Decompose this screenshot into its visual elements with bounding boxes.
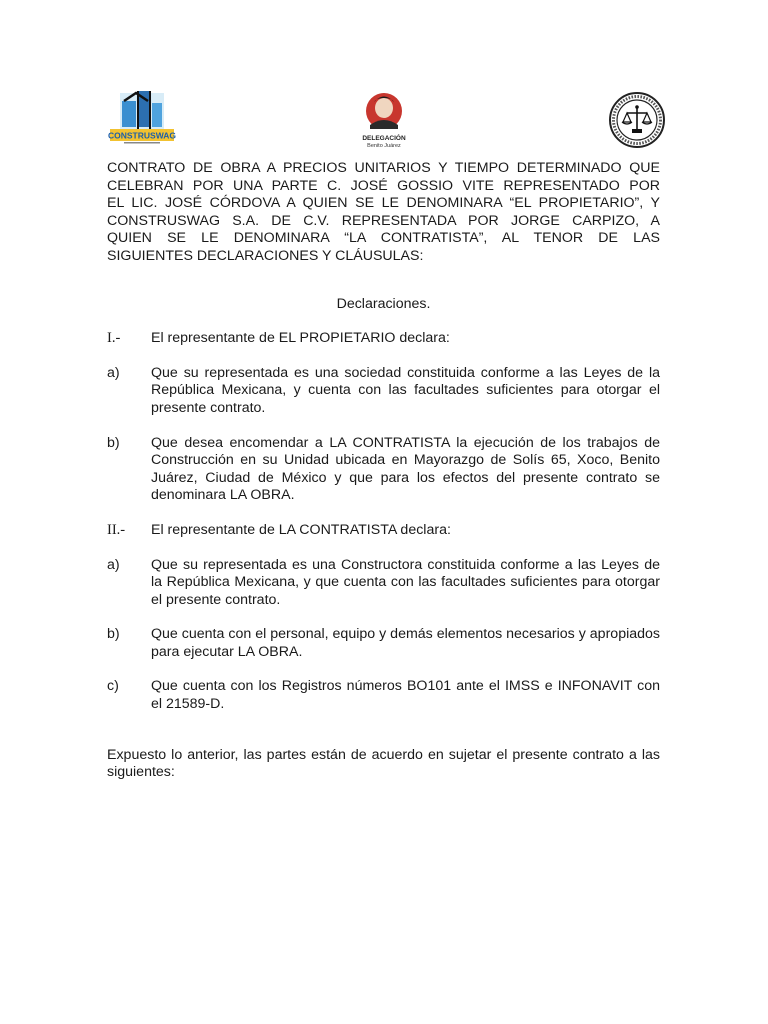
declaration-item: [107, 626, 660, 661]
declaration-item: [107, 678, 660, 713]
intro-line: CELEBRAN POR UNA PARTE C. JOSÉ GOSSIO VITE REPRESENTADO POR: [107, 177, 660, 194]
intro-line: EL LIC. JOSÉ CÓRDOVA A QUIEN SE LE DENOMINARA “EL PROPIETARIO”, Y: [107, 195, 660, 212]
constructora-building-logo: [108, 89, 176, 145]
item-label: c): [107, 678, 119, 695]
item-label: b): [107, 434, 120, 451]
item-label: b): [107, 626, 120, 643]
item-text: Que cuenta con los Registros números BO101 ante el IMSS e INFONAVIT con el 21589-D.: [151, 678, 660, 713]
item-text: Que su representada es una Constructora constituida conforme a las Leyes de la República Mexicana, y que cuenta con las facultades suficientes para otorgar el presente contrato.: [151, 556, 660, 608]
item-text: Que cuenta con el personal, equipo y demás elementos necesarios y apropiados para ejecutar LA OBRA.: [151, 626, 660, 660]
delegacion-line1: DELEGACIÓN: [362, 135, 406, 142]
section-text: El representante de EL PROPIETARIO declara:: [151, 330, 450, 347]
declaration-section: [107, 522, 660, 540]
constructora-logo-text: CONSTRUSWAG: [108, 130, 176, 141]
contract-page: [107, 160, 660, 782]
declaration-section: [107, 330, 660, 348]
section-label: II.-: [107, 521, 126, 538]
portrait-icon: [356, 89, 412, 151]
delegacion-line2: Benito Juárez: [367, 143, 401, 149]
justice-seal-logo: [608, 91, 666, 149]
intro-line: CONTRATO DE OBRA A PRECIOS UNITARIOS Y TIEMPO DETERMINADO QUE: [107, 160, 660, 176]
item-label: a): [107, 364, 120, 381]
contract-intro: [107, 160, 660, 266]
declaration-item: [107, 435, 660, 505]
intro-line: SIGUIENTES DECLARACIONES Y CLÁUSULAS:: [107, 247, 424, 264]
section-text: El representante de LA CONTRATISTA declara:: [151, 521, 451, 538]
building-icon: [108, 89, 176, 145]
item-text: Que desea encomendar a LA CONTRATISTA la ejecución de los trabajos de Construcción en su Unidad ubicada en Mayorazgo de Solís 65, Xoco, Benito Juárez, Ciudad de México y que para los efectos del presente contrato se denominara LA OBRA.: [151, 434, 660, 504]
intro-line: CONSTRUSWAG S.A. DE C.V. REPRESENTADA POR JORGE CARPIZO, A: [107, 212, 660, 229]
logo-row: [0, 88, 768, 154]
closing-paragraph: Expuesto lo anterior, las partes están de acuerdo en sujetar el presente contrato a las siguientes:: [107, 746, 660, 781]
item-text: Que su representada es una sociedad constituida conforme a las Leyes de la República Mexicana, y cuenta con las facultades suficientes para otorgar el presente contrato.: [151, 364, 660, 416]
delegacion-portrait-logo: [356, 89, 412, 151]
section-heading: Declaraciones.: [336, 295, 431, 312]
declaration-item: [107, 365, 660, 418]
item-label: a): [107, 556, 120, 573]
declaration-item: [107, 557, 660, 610]
section-label: I.-: [107, 330, 121, 347]
seal-icon: [608, 91, 666, 149]
intro-line: QUIEN SE LE DENOMINARA “LA CONTRATISTA”, AL TENOR DE LAS: [107, 230, 660, 247]
